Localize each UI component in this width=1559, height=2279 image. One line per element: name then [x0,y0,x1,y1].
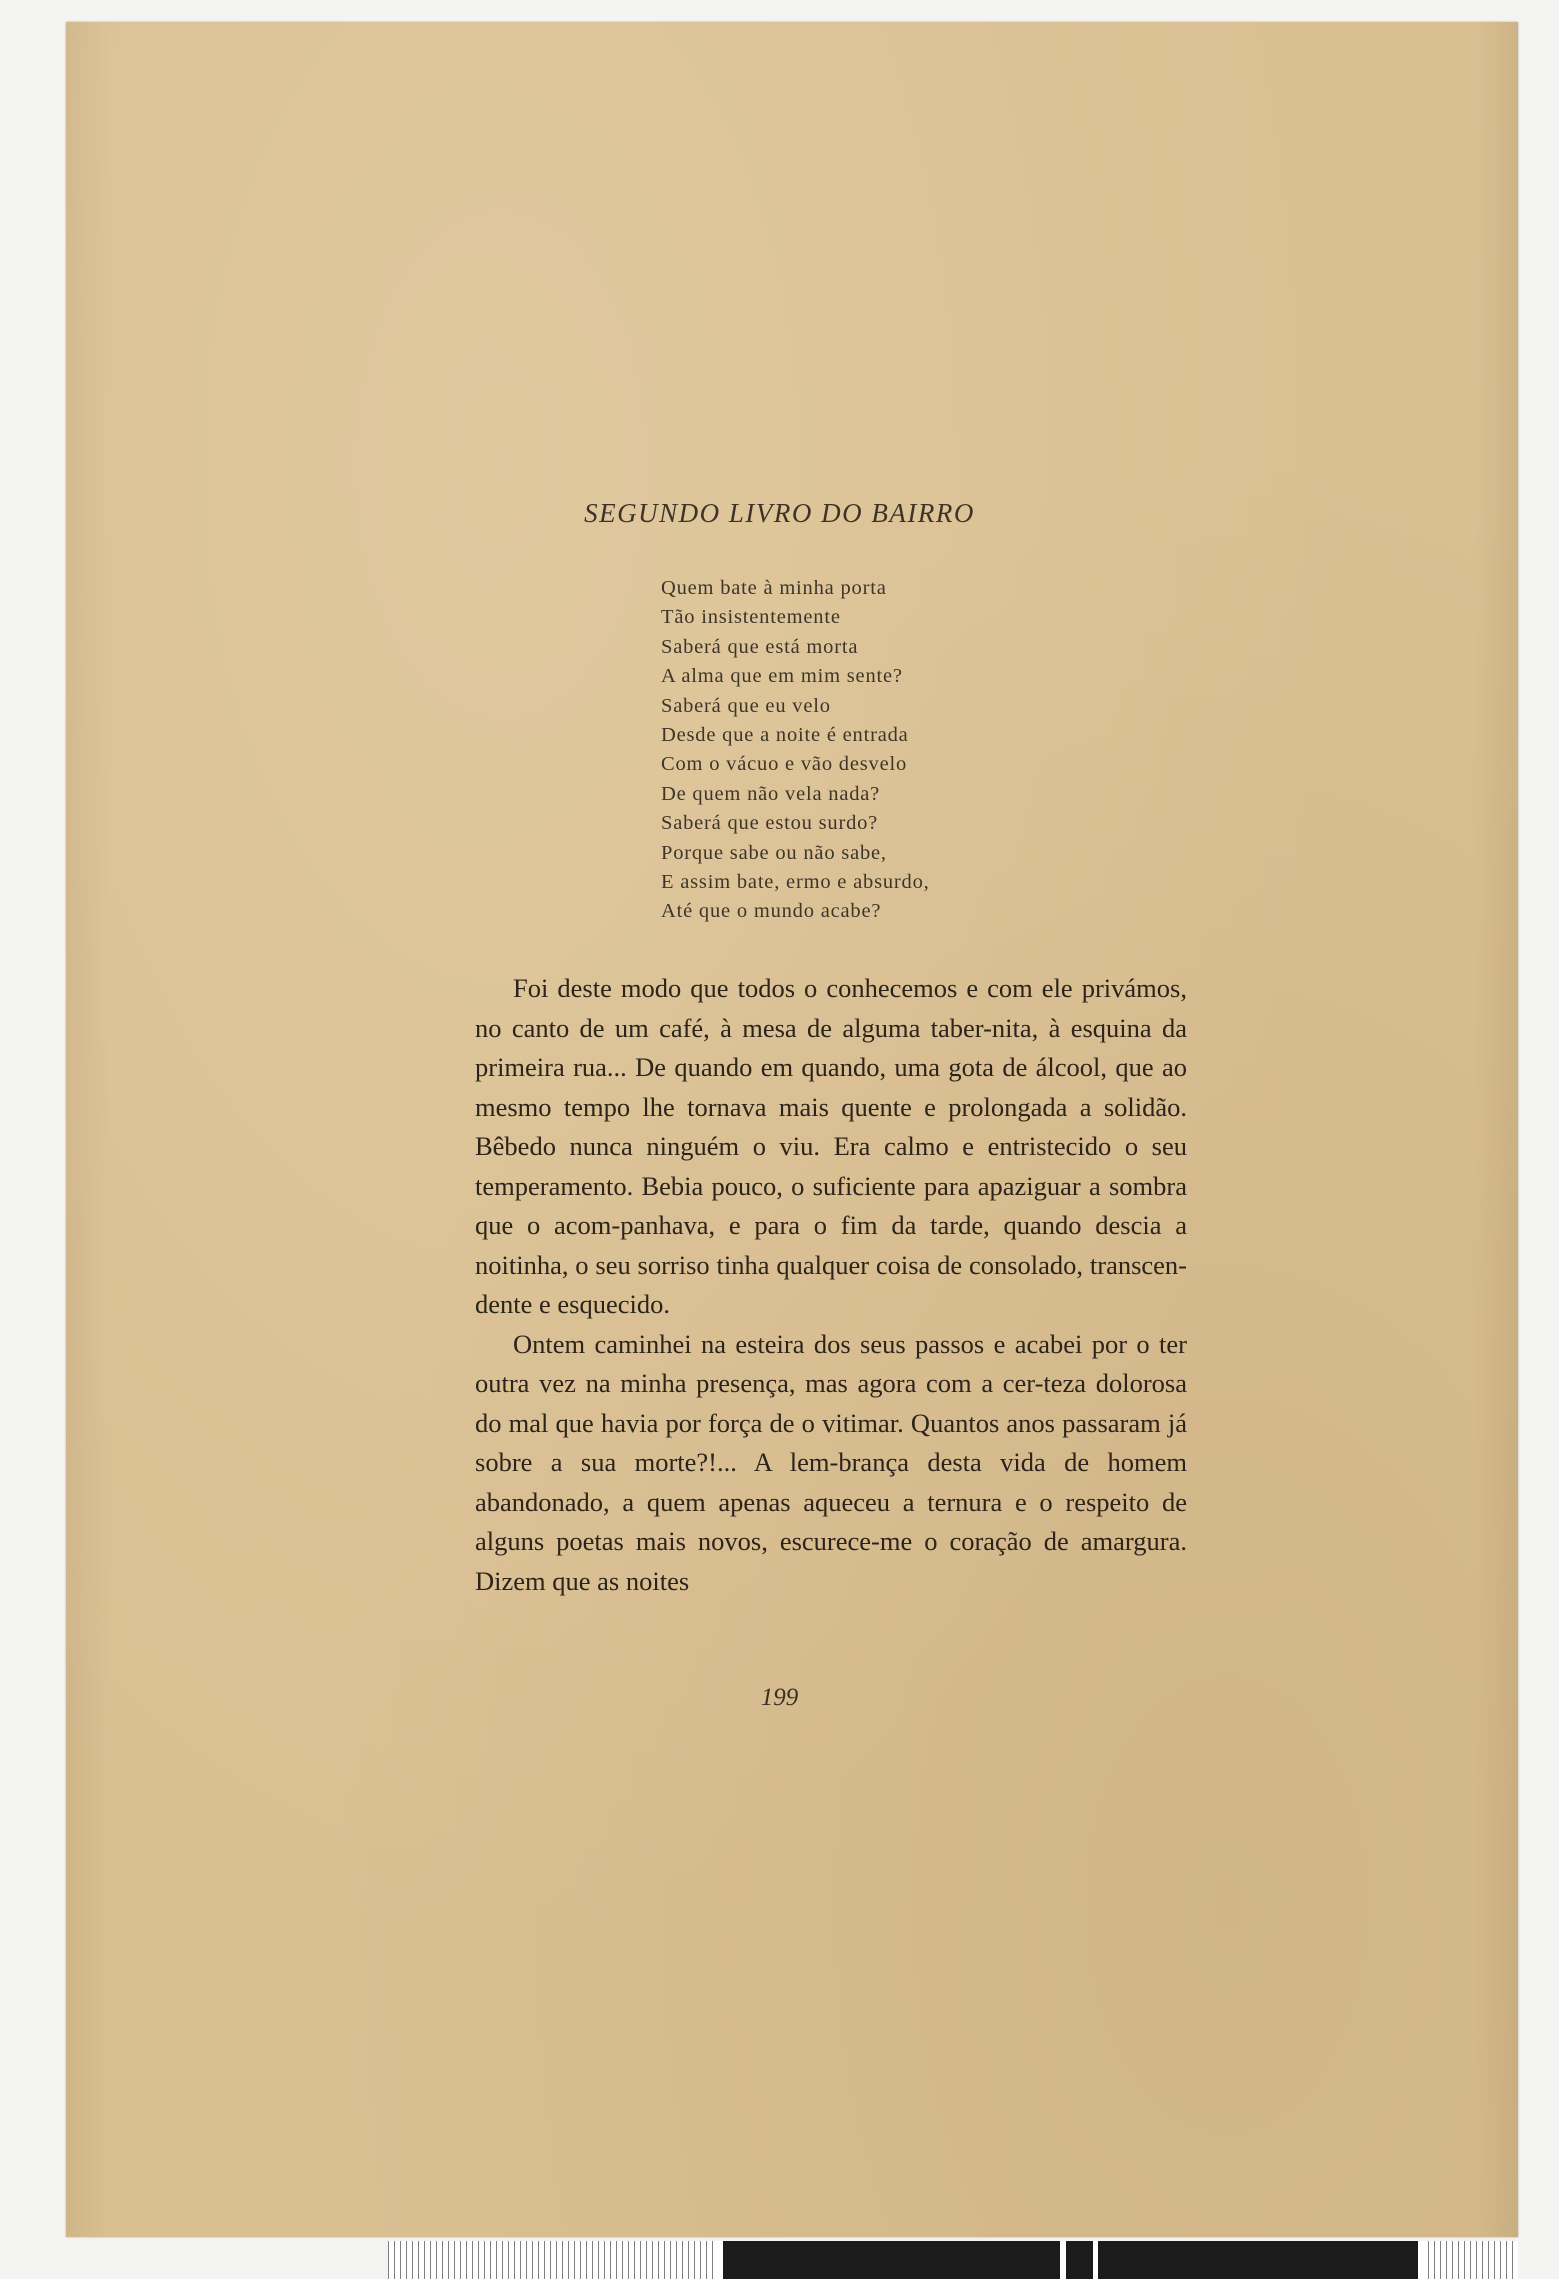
poem-line: Quem bate à minha porta [661,577,887,599]
poem-line: Saberá que está morta [661,635,859,658]
poem-line: E assim bate, ermo e absurdo, [661,871,930,894]
poem-line: De quem não vela nada? [661,782,881,805]
poem-line: A alma que em mim sente? [661,665,903,688]
ruler-ticks [1428,2241,1518,2279]
poem-block [661,574,930,927]
prose-block [475,969,1187,1601]
poem-line: Porque sabe ou não sabe, [661,841,887,864]
page-number: 199 [760,1684,799,1711]
poem-line: Desde que a noite é entrada [661,724,909,747]
poem-line: Com o vácuo e vão desvelo [661,753,908,776]
poem-line: Saberá que eu velo [661,694,831,717]
color-bar-gap [1060,2241,1066,2279]
poem-line: Saberá que estou surdo? [661,812,879,835]
color-bar [723,2241,1093,2279]
poem-line: Até que o mundo acabe? [661,900,882,923]
scale-ruler [388,2241,1518,2279]
ruler-ticks [388,2241,718,2279]
color-bar [1098,2241,1418,2279]
poem-line: Tão insistentemente [661,606,841,629]
prose-paragraph: Ontem caminhei na esteira dos seus passos e acabei por o ter outra vez na minha presença, mas agora com a cer-teza dolorosa do mal que havia por força de o vitimar. Quantos anos passaram já sobre a sua morte?!... A lem-brança desta vida de homem abandonado, a quem apenas aqueceu a ternura e o respeito de alguns poetas mais novos, escurece-me o coração de amargura. Dizem que as noites [475,1328,1187,1596]
chapter-heading: SEGUNDO LIVRO DO BAIRRO [584,498,975,528]
prose-paragraph: Foi deste modo que todos o conhecemos e com ele privámos, no canto de um café, à mesa de alguma taber-nita, à esquina da primeira rua... De quando em quando, uma gota de álcool, que ao mesmo tempo lhe tornava mais quente e prolongada a solidão. Bêbedo nunca ninguém o viu. Era calmo e entristecido o seu temperamento. Bebia pouco, o suficiente para apaziguar a sombra que o acom-panhava, e para o fim da tarde, quando descia a noitinha, o seu sorriso tinha qualquer coisa de consolado, transcen-dente e esquecido. [475,973,1187,1319]
